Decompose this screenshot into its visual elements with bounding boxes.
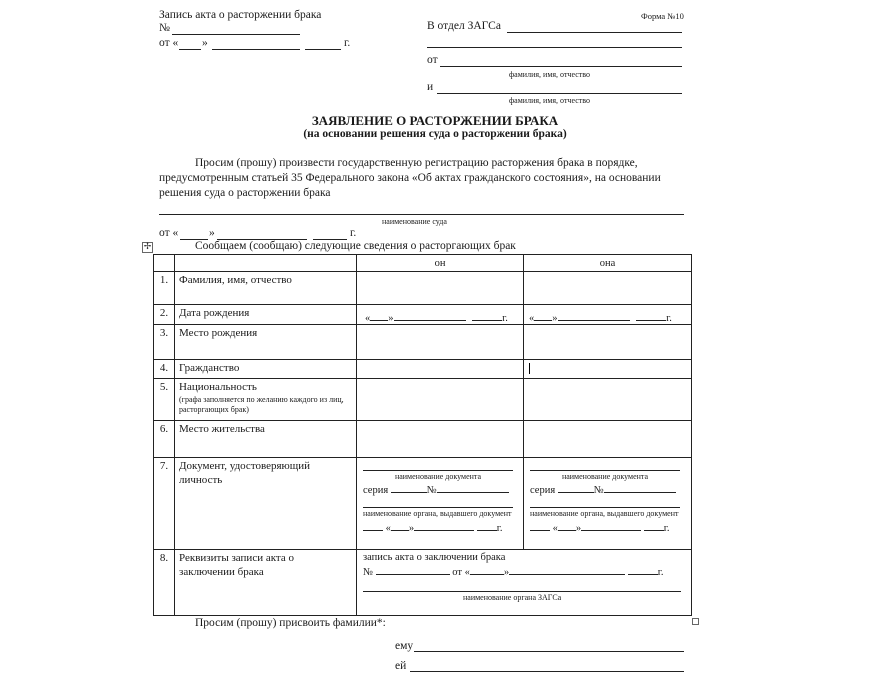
she-issuer-field[interactable] (530, 507, 680, 508)
row-label: Место жительства (175, 421, 357, 458)
record-year-field[interactable] (305, 49, 341, 50)
court-date-mid: » (209, 227, 215, 239)
record-number-label: № (159, 22, 170, 34)
surname-him-field[interactable] (414, 651, 684, 652)
record-month-field[interactable] (212, 49, 300, 50)
table-row (154, 305, 692, 325)
zags-name-hint: наименование органа ЗАГСа (463, 593, 562, 602)
table-row (154, 272, 692, 305)
marriage-record-label: запись акта о заключении брака (363, 552, 506, 563)
surname-her-field[interactable] (410, 671, 684, 672)
row-label: Гражданство (175, 360, 357, 379)
marriage-record-cell[interactable] (357, 550, 692, 616)
applicant2-fio-hint: фамилия, имя, отчество (509, 96, 590, 105)
header-label-cell (175, 255, 357, 272)
he-fio-cell[interactable] (357, 272, 524, 305)
she-id-document-cell[interactable] (524, 458, 692, 550)
he-residence-cell[interactable] (357, 421, 524, 458)
paragraph-line-3: решения суда о расторжении брака (159, 187, 331, 199)
applicants-table (153, 254, 692, 616)
he-nationality-cell[interactable] (357, 379, 524, 421)
row-number: 2. (154, 305, 175, 325)
she-nationality-cell[interactable] (524, 379, 692, 421)
row-label-cell (175, 379, 357, 421)
record-title: Запись акта о расторжении брака (159, 9, 322, 21)
record-day-field[interactable] (179, 49, 201, 50)
document-subtitle: (на основании решения суда о расторжении брака) (303, 128, 567, 140)
table-resize-handle[interactable] (692, 618, 699, 625)
row-label: Фамилия, имя, отчество (175, 272, 357, 305)
row-number: 7. (154, 458, 175, 550)
col-he-header: он (357, 255, 524, 272)
she-birthplace-cell[interactable] (524, 325, 692, 360)
court-date-prefix: от « (159, 227, 179, 239)
she-birthdate-cell[interactable]: « » г. (524, 305, 692, 325)
row-note: (графа заполняется по желанию каждого из лиц, расторгающих брак) (179, 394, 344, 415)
record-number-field[interactable] (172, 34, 300, 35)
record-year-suffix: г. (344, 37, 351, 49)
record-date-mid: » (202, 37, 208, 49)
row-number: 5. (154, 379, 175, 421)
he-issue-date-row: « » г. (363, 519, 517, 534)
surname-request: Просим (прошу) присвоить фамилии*: (195, 617, 386, 629)
she-citizenship-cell[interactable] (524, 360, 692, 379)
marriage-record-row: № от « » г. (363, 563, 685, 578)
paragraph-line-1: Просим (прошу) произвести государственную регистрацию расторжения брака в порядке, (195, 157, 638, 169)
applicant1-fio-field[interactable] (440, 66, 682, 67)
he-issuer-field[interactable] (363, 507, 513, 508)
row-number: 4. (154, 360, 175, 379)
table-row (154, 379, 692, 421)
table-row (154, 550, 692, 616)
to-her-label: ей (395, 660, 407, 672)
she-residence-cell[interactable] (524, 421, 692, 458)
he-issuer-hint: наименование органа, выдавшего документ (363, 509, 512, 518)
table-row (154, 325, 692, 360)
he-series-row: серия № (363, 481, 517, 496)
he-citizenship-cell[interactable] (357, 360, 524, 379)
court-year-suffix: г. (350, 227, 357, 239)
table-row (154, 360, 692, 379)
row-label: Место рождения (175, 325, 357, 360)
table-move-handle[interactable]: ✢ (143, 242, 152, 252)
he-doc-name-field[interactable] (363, 470, 513, 471)
header-num-cell (154, 255, 175, 272)
court-name-hint: наименование суда (382, 217, 447, 226)
he-doc-name-hint: наименование документа (394, 472, 482, 481)
zags-name-field[interactable] (363, 591, 681, 592)
she-doc-name-field[interactable] (530, 470, 680, 471)
she-issuer-hint: наименование органа, выдавшего документ (530, 509, 679, 518)
applicant2-fio-field[interactable] (437, 93, 682, 94)
he-birthdate-cell[interactable]: « » г. (357, 305, 524, 325)
record-date-prefix: от « (159, 37, 179, 49)
she-doc-name-hint: наименование документа (561, 472, 649, 481)
to-him-label: ему (395, 640, 414, 652)
she-fio-cell[interactable] (524, 272, 692, 305)
office-name-field-2[interactable] (427, 47, 682, 48)
col-she-header: она (524, 255, 692, 272)
and-label: и (427, 81, 434, 93)
he-birthplace-cell[interactable] (357, 325, 524, 360)
text-cursor (529, 363, 530, 374)
document-title: ЗАЯВЛЕНИЕ О РАСТОРЖЕНИИ БРАКА (311, 113, 559, 128)
paragraph-line-2: предусмотренным статьей 35 Федерального закона «Об актах гражданского состояния», на основании (159, 172, 661, 184)
row-number: 1. (154, 272, 175, 305)
row-label: Национальность (179, 381, 257, 393)
table-row (154, 421, 692, 458)
row-number: 3. (154, 325, 175, 360)
row-number: 6. (154, 421, 175, 458)
row-number: 8. (154, 550, 175, 616)
form-number: Форма №10 (641, 11, 684, 21)
table-row (154, 458, 692, 550)
info-intro: Сообщаем (сообщаю) следующие сведения о расторгающих брак (195, 240, 516, 252)
row-label: Документ, удостоверяющий личность (175, 458, 357, 550)
she-series-row: серия № (530, 481, 685, 496)
he-id-document-cell[interactable] (357, 458, 524, 550)
she-issue-date-row: « » г. (530, 519, 685, 534)
row-label: Дата рождения (175, 305, 357, 325)
from-label: от (427, 54, 438, 66)
applicant1-fio-hint: фамилия, имя, отчество (509, 70, 590, 79)
row-label: Реквизиты записи акта о заключении брака (175, 550, 357, 616)
office-name-field[interactable] (507, 32, 682, 33)
to-office-label: В отдел ЗАГСа (427, 20, 501, 32)
court-name-field[interactable] (159, 214, 684, 215)
